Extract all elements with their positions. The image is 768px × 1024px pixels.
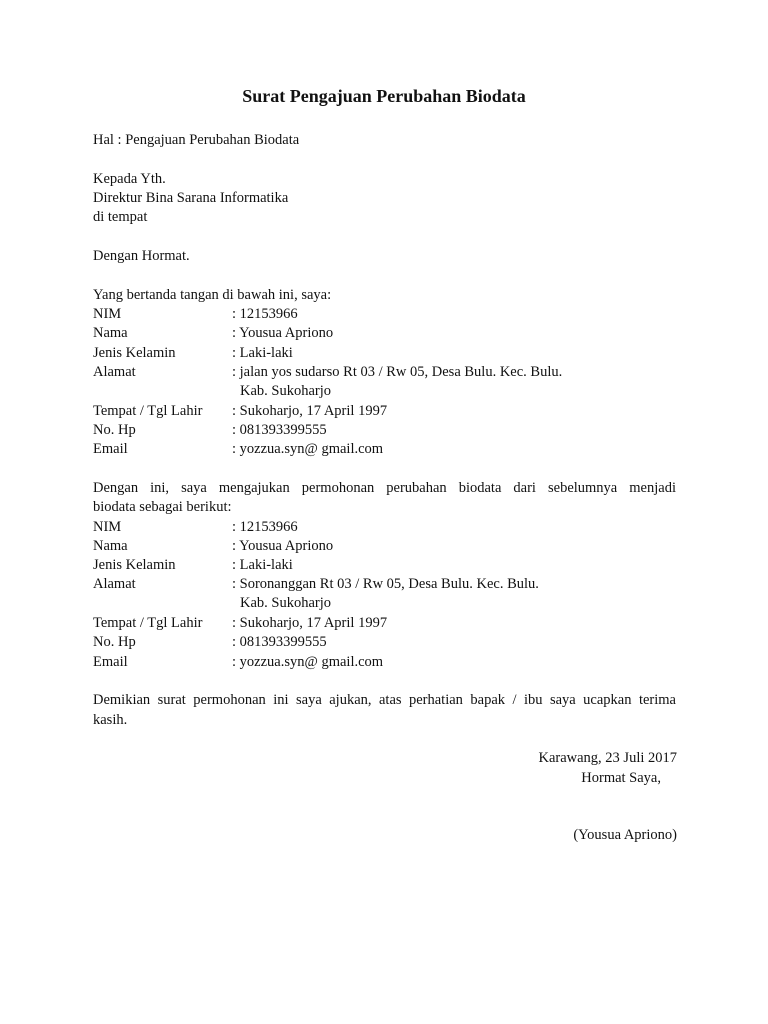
updated-gender-value: : Laki-laki xyxy=(232,557,293,573)
regards: Hormat Saya, xyxy=(581,770,661,786)
updated-nim-label: NIM xyxy=(93,519,122,535)
current-ttl-label: Tempat / Tgl Lahir xyxy=(93,403,203,419)
updated-email-label: Email xyxy=(93,654,128,670)
updated-ttl-label: Tempat / Tgl Lahir xyxy=(93,615,203,631)
current-hp-label: No. Hp xyxy=(93,422,136,438)
current-gender-label: Jenis Kelamin xyxy=(93,345,176,361)
current-alamat-value-cont: Kab. Sukoharjo xyxy=(240,383,332,399)
current-alamat-label: Alamat xyxy=(93,364,136,380)
current-nim-label: NIM xyxy=(93,306,122,322)
current-nama-label: Nama xyxy=(93,325,128,341)
updated-nama-label: Nama xyxy=(93,538,128,554)
request-paragraph-line-2: biodata sebagai berikut: xyxy=(93,499,232,515)
updated-alamat-value: : Soronanggan Rt 03 / Rw 05, Desa Bulu. Kec. Bulu. xyxy=(232,576,539,592)
current-email-label: Email xyxy=(93,441,128,457)
updated-alamat-value-cont: Kab. Sukoharjo xyxy=(240,595,332,611)
request-paragraph-line-1: Dengan ini, saya mengajukan permohonan perubahan biodata dari sebelumnya menjadi xyxy=(93,480,676,496)
current-nama-value: : Yousua Apriono xyxy=(232,325,334,341)
intro-line: Yang bertanda tangan di bawah ini, saya: xyxy=(93,287,332,303)
recipient-line-1: Kepada Yth. xyxy=(93,171,166,187)
current-hp-value: : 081393399555 xyxy=(232,422,327,438)
current-email-value: : yozzua.syn@ gmail.com xyxy=(232,441,384,457)
place-date: Karawang, 23 Juli 2017 xyxy=(538,750,677,766)
greeting: Dengan Hormat. xyxy=(93,248,190,264)
recipient-line-3: di tempat xyxy=(93,209,148,225)
updated-email-value: : yozzua.syn@ gmail.com xyxy=(232,654,384,670)
current-gender-value: : Laki-laki xyxy=(232,345,293,361)
updated-gender-label: Jenis Kelamin xyxy=(93,557,176,573)
updated-nama-value: : Yousua Apriono xyxy=(232,538,334,554)
recipient-line-2: Direktur Bina Sarana Informatika xyxy=(93,190,289,206)
closing-paragraph-line-2: kasih. xyxy=(93,712,128,728)
subject-line: Hal : Pengajuan Perubahan Biodata xyxy=(93,132,300,148)
closing-paragraph-line-1: Demikian surat permohonan ini saya ajukan, atas perhatian bapak / ibu saya ucapkan terima xyxy=(93,692,676,708)
letter-title: Surat Pengajuan Perubahan Biodata xyxy=(242,86,526,106)
updated-alamat-label: Alamat xyxy=(93,576,136,592)
signatory-name: (Yousua Apriono) xyxy=(573,827,677,843)
updated-hp-label: No. Hp xyxy=(93,634,136,650)
updated-nim-value: : 12153966 xyxy=(232,519,298,535)
current-nim-value: : 12153966 xyxy=(232,306,298,322)
updated-ttl-value: : Sukoharjo, 17 April 1997 xyxy=(232,615,388,631)
current-ttl-value: : Sukoharjo, 17 April 1997 xyxy=(232,403,388,419)
updated-hp-value: : 081393399555 xyxy=(232,634,327,650)
current-alamat-value: : jalan yos sudarso Rt 03 / Rw 05, Desa Bulu. Kec. Bulu. xyxy=(232,364,563,380)
